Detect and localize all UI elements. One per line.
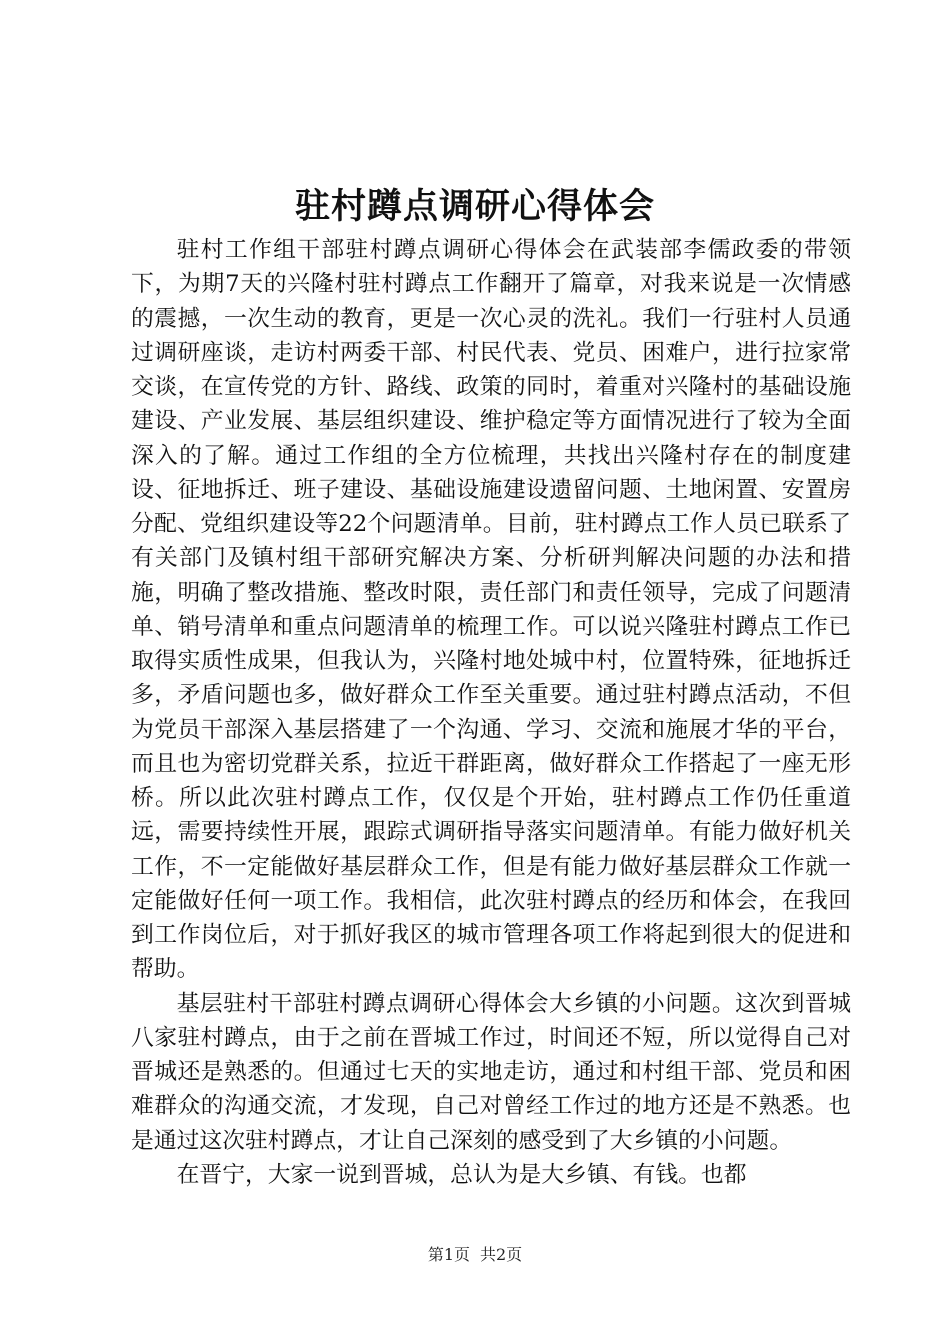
page-number-current: 第1页 (427, 1245, 470, 1264)
page-footer (0, 1244, 950, 1266)
paragraph-2: 基层驻村干部驻村蹲点调研心得体会大乡镇的小问题。这次到晋城八家驻村蹲点，由于之前在晋城工作过，时间还不短，所以觉得自己对晋城还是熟悉的。但通过七天的实地走访，通过和村组干部、党员和困难群众的沟通交流，才发现，自己对曾经工作过的地方还是不熟悉。也是通过这次驻村蹲点，才让自己深刻的感受到了大乡镇的小问题。 (131, 990, 851, 1154)
paragraph-1: 驻村工作组干部驻村蹲点调研心得体会在武装部李儒政委的带领下，为期7天的兴隆村驻村蹲点工作翻开了篇章，对我来说是一次情感的震撼，一次生动的教育，更是一次心灵的洗礼。我们一行驻村人员通过调研座谈，走访村两委干部、村民代表、党员、困难户，进行拉家常交谈，在宣传党的方针、路线、政策的同时，着重对兴隆村的基础设施建设、产业发展、基层组织建设、维护稳定等方面情况进行了较为全面深入的了解。通过工作组的全方位梳理，共找出兴隆村存在的制度建设、征地拆迁、班子建设、基础设施建设遗留问题、土地闲置、安置房分配、党组织建设等22个问题清单。目前，驻村蹲点工作人员已联系了有关部门及镇村组干部研究解决方案、分析研判解决问题的办法和措施，明确了整改措施、整改时限，责任部门和责任领导，完成了问题清单、销号清单和重点问题清单的梳理工作。可以说兴隆驻村蹲点工作已取得实质性成果，但我认为，兴隆村地处城中村，位置特殊，征地拆迁多，矛盾问题也多，做好群众工作至关重要。通过驻村蹲点活动，不但为党员干部深入基层搭建了一个沟通、学习、交流和施展才华的平台，而且也为密切党群关系，拉近干群距离，做好群众工作搭起了一座无形桥。所以此次驻村蹲点工作，仅仅是个开始，驻村蹲点工作仍任重道远，需要持续性开展，跟踪式调研指导落实问题清单。有能力做好机关工作，不一定能做好基层群众工作，但是有能力做好基层群众工作就一定能做好任何一项工作。我相信，此次驻村蹲点的经历和体会，在我回到工作岗位后，对于抓好我区的城市管理各项工作将起到很大的促进和帮助。 (131, 237, 851, 983)
page-number-total: 共2页 (480, 1245, 523, 1264)
document-title: 驻村蹲点调研心得体会 (294, 186, 655, 227)
paragraph-3: 在晋宁，大家一说到晋城，总认为是大乡镇、有钱。也都 (176, 1161, 747, 1188)
document-body (131, 233, 851, 1192)
